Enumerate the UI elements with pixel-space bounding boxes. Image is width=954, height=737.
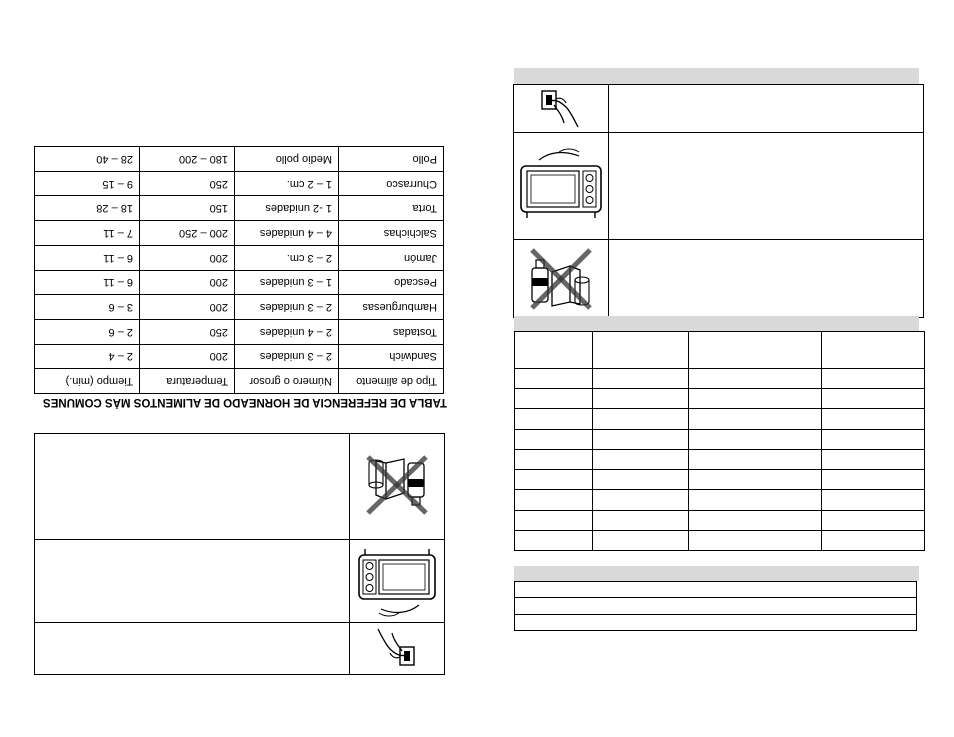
table-row (515, 389, 925, 409)
cell-food: Salchichas (339, 221, 444, 246)
cell-food: Pollo (339, 147, 444, 172)
table-row (35, 344, 444, 369)
header-temperature: Temperatura (140, 369, 235, 394)
cell-temperature: 250 (140, 171, 235, 196)
cell-food: Churrasco (339, 171, 444, 196)
cell-food: Hamburguesas (339, 295, 444, 320)
cell-temperature: 250 (140, 319, 235, 344)
cell-food: Tostadas (339, 319, 444, 344)
table-row (515, 490, 925, 510)
table-row (35, 171, 444, 196)
cell-quantity: Medio pollo (235, 147, 339, 172)
cell-time: 3 – 6 (35, 295, 140, 320)
header-time: Tiempo (min.) (35, 369, 140, 394)
table-row (515, 369, 925, 389)
header-quantity: Número o grosor (235, 369, 339, 394)
table-row (515, 409, 925, 429)
cell-food: Jamón (339, 245, 444, 270)
empty-reference-table (514, 331, 924, 551)
cell-quantity: 2 – 4 unidades (235, 319, 339, 344)
table-row (35, 319, 444, 344)
table-row (515, 470, 925, 490)
cell-temperature: 150 (140, 196, 235, 221)
section-header-bar (514, 316, 919, 331)
hand-unplugging-plug-icon (372, 626, 422, 672)
cell-time: 6 – 11 (35, 245, 140, 270)
instruction-image-cell (514, 85, 609, 133)
list-item (515, 598, 917, 614)
instruction-image-cell (350, 540, 445, 623)
list-item (515, 582, 917, 598)
table-row (35, 147, 444, 172)
safety-instructions-box-upside-down (34, 443, 445, 675)
cell-quantity: 2 – 3 cm. (235, 245, 339, 270)
no-cleaning-chemicals-icon (362, 454, 432, 520)
table-row (35, 221, 444, 246)
cell-time: 2 – 4 (35, 344, 140, 369)
cell-temperature: 200 (140, 344, 235, 369)
table-row (515, 510, 925, 530)
table-row (515, 530, 925, 550)
instruction-image-cell (514, 240, 609, 318)
no-cleaning-chemicals-icon (526, 246, 596, 312)
cell-quantity: 1 – 3 unidades (235, 270, 339, 295)
cell-food: Torta (339, 196, 444, 221)
cell-food: Sandwich (339, 344, 444, 369)
cell-time: 28 – 40 (35, 147, 140, 172)
cell-time: 6 – 11 (35, 270, 140, 295)
toaster-oven-icon (355, 541, 439, 621)
table-row (35, 270, 444, 295)
empty-list-box (514, 581, 917, 631)
section-header-bar (514, 68, 919, 84)
safety-instructions-box (513, 84, 924, 317)
table-row (35, 196, 444, 221)
toaster-oven-icon (517, 144, 605, 228)
cell-quantity: 1 – 2 cm. (235, 171, 339, 196)
instruction-image-cell (350, 434, 445, 540)
instruction-text-cell (35, 434, 350, 540)
cell-temperature: 180 – 200 (140, 147, 235, 172)
cell-time: 2 – 6 (35, 319, 140, 344)
cell-temperature: 200 (140, 245, 235, 270)
baking-table-title: TABLA DE REFERENCIA DE HORNEADO DE ALIMENTOS MÁS COMUNES (43, 396, 448, 408)
table-header-row (35, 369, 444, 394)
list-item (515, 614, 917, 630)
instruction-text-cell (609, 133, 924, 240)
cell-time: 7 – 11 (35, 221, 140, 246)
table-row (515, 429, 925, 449)
section-header-bar (514, 566, 919, 581)
cell-quantity: 2 – 3 unidades (235, 295, 339, 320)
cell-food: Pescado (339, 270, 444, 295)
instruction-text-cell (609, 240, 924, 318)
instruction-image-cell (350, 623, 445, 675)
header-food-type: Tipo de alimento (339, 369, 444, 394)
cell-temperature: 200 (140, 295, 235, 320)
hand-unplugging-plug-icon (536, 87, 586, 131)
cell-quantity: 1 -2 unidades (235, 196, 339, 221)
cell-quantity: 4 – 4 unidades (235, 221, 339, 246)
table-row (515, 449, 925, 469)
table-header-row (515, 332, 925, 369)
baking-reference-table (35, 146, 444, 394)
instruction-text-cell (35, 540, 350, 623)
cell-temperature: 200 – 250 (140, 221, 235, 246)
instruction-text-cell (609, 85, 924, 133)
table-row (35, 295, 444, 320)
cell-time: 18 – 28 (35, 196, 140, 221)
instruction-text-cell (35, 623, 350, 675)
cell-quantity: 2 – 3 unidades (235, 344, 339, 369)
cell-time: 9 – 15 (35, 171, 140, 196)
instruction-image-cell (514, 133, 609, 240)
cell-temperature: 200 (140, 270, 235, 295)
table-row (35, 245, 444, 270)
